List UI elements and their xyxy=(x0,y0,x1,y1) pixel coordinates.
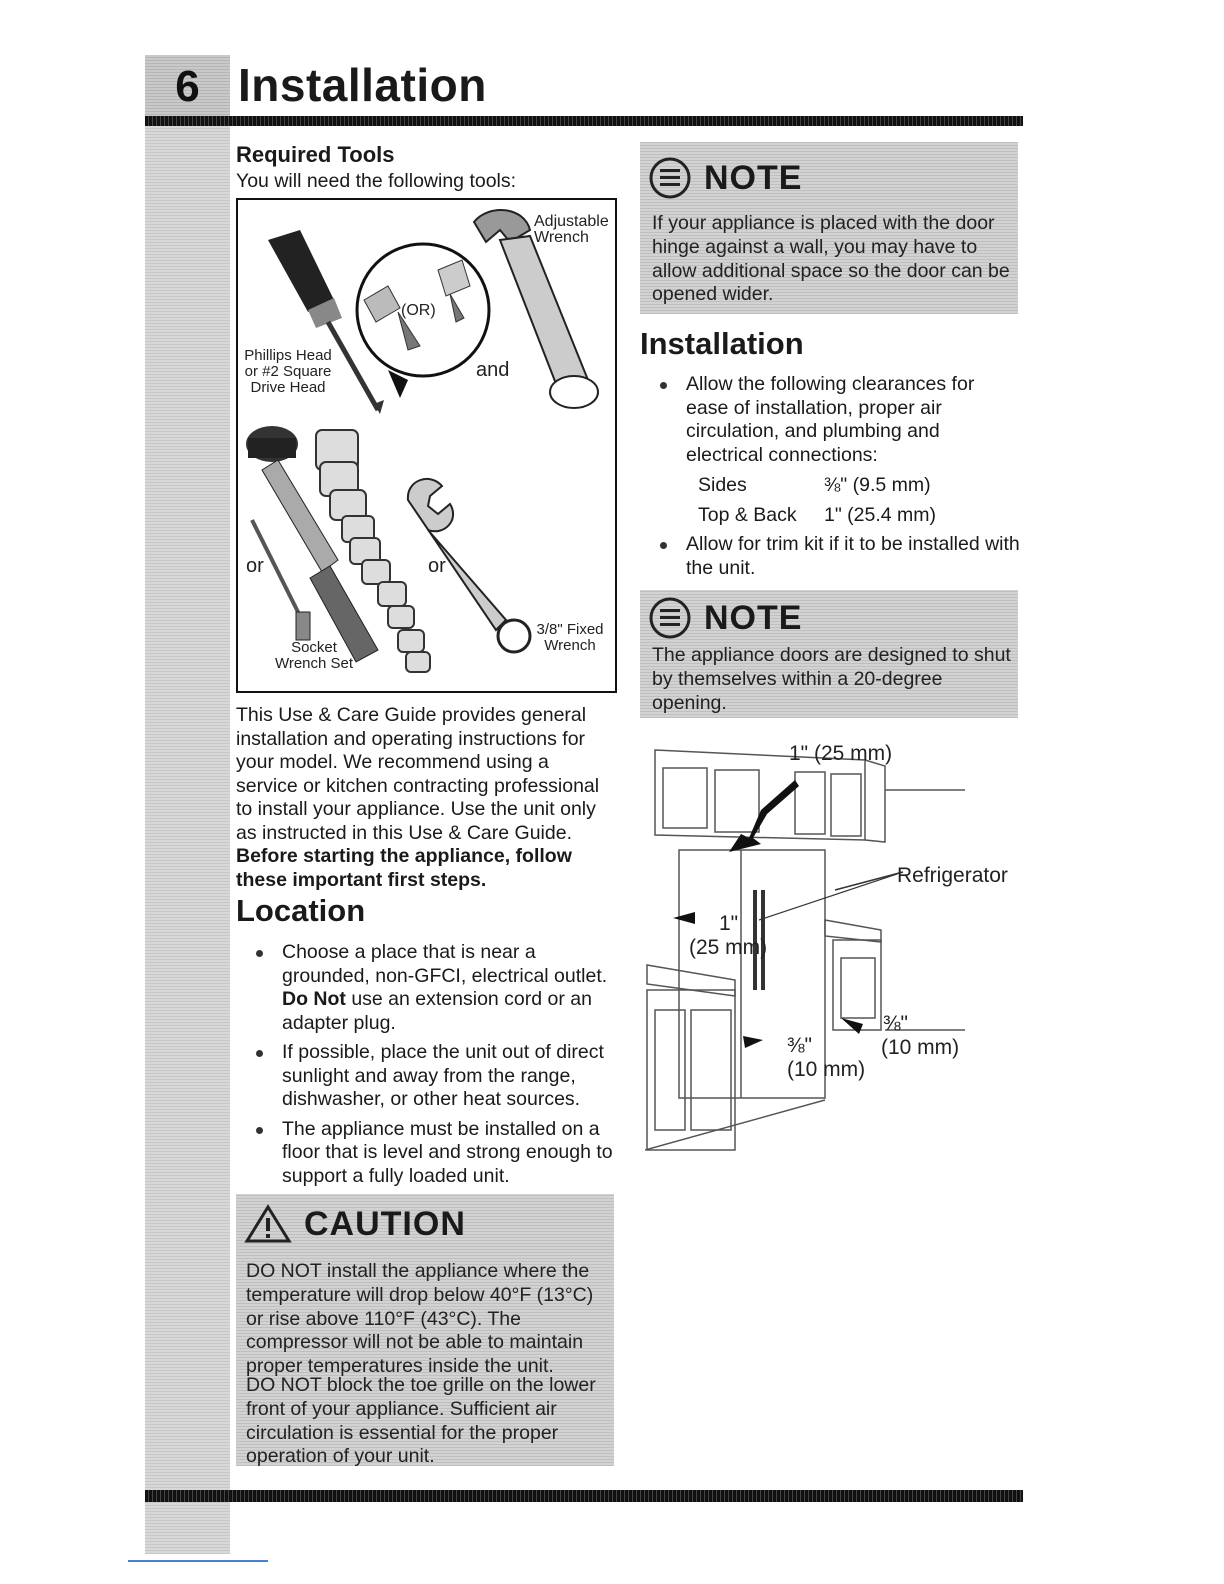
installation-list-2 xyxy=(640,533,1020,586)
location-list xyxy=(236,941,616,1194)
note-icon xyxy=(648,596,692,640)
installation-bullet-2 xyxy=(640,533,1020,580)
page-number: 6 xyxy=(175,61,200,111)
tools-drawing xyxy=(238,200,615,691)
clearance-sides-value: ⅜" (9.5 mm) xyxy=(824,474,931,496)
driver-bits-icon xyxy=(357,244,489,398)
note-1-text: If your appliance is placed with the door hinge against a wall, you may have to allow additional space so the door can be opened wider. xyxy=(652,212,1010,306)
installation-bullet-2-text: Allow for trim kit if it to be installed with the unit. xyxy=(686,533,1020,579)
location-heading: Location xyxy=(236,893,366,928)
location-bullet-3-text: The appliance must be installed on a floor that is level and strong enough to support a fully loaded unit. xyxy=(282,1117,613,1187)
clearance-table xyxy=(640,470,1020,533)
required-tools-intro: You will need the following tools: xyxy=(236,170,517,192)
installation-list xyxy=(640,373,1020,473)
required-tools-heading: Required Tools xyxy=(236,142,395,167)
installation-bullet-1 xyxy=(640,373,1020,467)
header-rule xyxy=(145,116,1023,126)
or-bits-label: (OR) xyxy=(401,302,436,319)
caution-header xyxy=(244,1204,466,1244)
bottom-right-fraction: ⅜" xyxy=(883,1012,908,1035)
caution-text-2: DO NOT block the toe grille on the lower front of your appliance. Sufficient air circulation is essential for the proper operation of your unit. xyxy=(246,1374,596,1468)
installation-bullet-1-text: Allow the following clearances for ease of installation, proper air circulation, and plumbing and electrical connections: xyxy=(686,373,975,466)
caution-heading: CAUTION xyxy=(304,1204,466,1243)
note-2-heading: NOTE xyxy=(704,598,803,637)
clearance-top-back-value: 1" (25.4 mm) xyxy=(824,503,937,526)
warning-triangle-icon xyxy=(244,1204,292,1244)
top-clearance-arrow xyxy=(729,780,799,852)
note-2-text: The appliance doors are designed to shut by themselves within a 20-degree opening. xyxy=(652,644,1011,714)
location-bullet-1-tail: use an extension cord or an adapter plug. xyxy=(282,988,592,1034)
note-box-2 xyxy=(640,590,1018,718)
page-title: Installation xyxy=(238,59,487,111)
fixed-wrench-icon xyxy=(408,479,530,652)
tools-illustration xyxy=(236,198,617,693)
location-bullet-2-text: If possible, place the unit out of direct sunlight and away from the range, dishwasher, or other heat sources. xyxy=(282,1041,604,1110)
location-bullet-3 xyxy=(236,1118,616,1189)
note-2-header xyxy=(648,596,802,640)
and-label: and xyxy=(476,359,510,381)
clearance-row-sides xyxy=(698,474,1020,498)
phillips-label: Phillips Head or #2 Square Drive Head xyxy=(244,347,332,396)
fixed-wrench-label: 3/8" Fixed Wrench xyxy=(536,621,604,654)
side-clearance-inch: 1" xyxy=(719,912,739,935)
left-margin-band xyxy=(145,118,230,1554)
footer-rule xyxy=(145,1490,1023,1502)
location-bullet-2 xyxy=(236,1041,616,1112)
clearance-top-back-label: Top & Back xyxy=(698,503,797,526)
clearance-diagram xyxy=(645,740,1023,1160)
note-1-header xyxy=(648,156,802,200)
or-left-label: or xyxy=(246,555,264,577)
bottom-left-mm: (10 mm) xyxy=(787,1058,866,1081)
note-box-1 xyxy=(640,142,1018,314)
note-icon xyxy=(648,156,692,200)
intro-paragraph xyxy=(236,704,616,892)
bottom-left-fraction: ⅜" xyxy=(787,1034,812,1057)
page-number-box xyxy=(145,55,230,118)
bottom-right-mm: (10 mm) xyxy=(881,1036,960,1059)
clearance-sides-label: Sides xyxy=(698,474,747,496)
or-middle-label: or xyxy=(428,555,446,577)
caution-box xyxy=(236,1194,614,1466)
refrigerator-label: Refrigerator xyxy=(897,864,1008,887)
clearance-row-top-back xyxy=(698,504,1020,528)
location-bullet-1-bold: Do Not xyxy=(282,988,346,1010)
socket-set-label: Socket Wrench Set xyxy=(274,639,354,672)
link-underline xyxy=(128,1560,268,1562)
location-bullet-1 xyxy=(236,941,616,1035)
top-clearance-label: 1" (25 mm) xyxy=(789,742,893,765)
intro-bold-text: Before starting the appliance, follow these important first steps. xyxy=(236,845,572,891)
adjustable-wrench-label: Adjustable Wrench xyxy=(534,213,609,246)
side-clearance-mm: (25 mm) xyxy=(689,936,768,959)
installation-heading: Installation xyxy=(640,326,804,361)
location-bullet-1-text: Choose a place that is near a grounded, non-GFCI, electrical outlet. xyxy=(282,941,608,987)
caution-text-1: DO NOT install the appliance where the temperature will drop below 40°F (13°C) or rise above 110°F (43°C). The compressor will not be able to maintain proper temperatures inside the unit. xyxy=(246,1260,594,1378)
note-1-heading: NOTE xyxy=(704,158,803,197)
intro-text: This Use & Care Guide provides general installation and operating instructions for your model. We recommend using a service or kitchen contracting professional to install your appliance. Use the unit only as instructed in this Use & Care Guide. xyxy=(236,704,600,844)
